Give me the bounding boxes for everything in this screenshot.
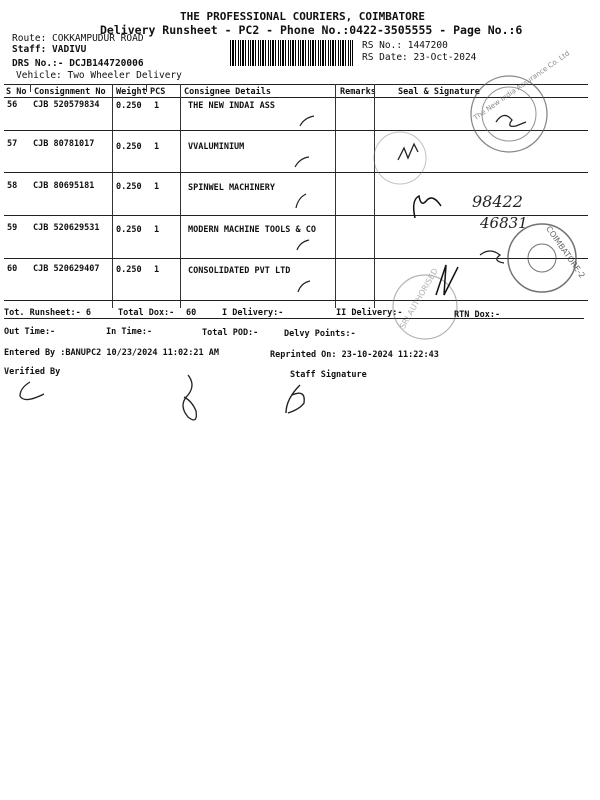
authorised-stamp [393,267,457,339]
company-title: THE PROFESSIONAL COURIERS, COIMBATORE [180,10,426,23]
row-weight: 0.250 [116,142,142,152]
col-pcs: PCS [150,87,166,97]
rs-date: RS Date: 23-Oct-2024 [362,52,477,63]
staff-signature-label: Staff Signature [290,370,367,380]
handwritten-number-1: 98422 [472,192,523,211]
verified-by: Verified By [4,367,61,377]
row-pcs: 1 [154,225,160,235]
total-dox-label: Total Dox:- [118,308,175,318]
row-consignment: CJB 520629407 [33,264,100,274]
total-pod: Total POD:- [202,328,259,338]
insurance-stamp [471,49,571,152]
route-label: Route: COKKAMPUDUR ROAD [12,33,144,44]
coimbatore-stamp [508,224,587,292]
tick-mark [297,240,309,250]
in-time: In Time:- [106,327,153,337]
vehicle-label: Vehicle: Two Wheeler Delivery [16,70,182,81]
row-weight: 0.250 [116,182,142,192]
faint-stamp [374,132,426,184]
row-sno: 59 [7,223,18,233]
signature-scribble [496,115,526,126]
col-seal: Seal & Signature [398,87,480,97]
tick-mark [295,157,309,167]
signature-8-scribble [183,375,196,420]
drs-number: DRS No.:- DCJB144720006 [12,58,144,69]
row-sno: 56 [7,100,18,110]
handwritten-number-2: 46831 [480,214,528,232]
row-consignee: CONSOLIDATED PVT LTD [188,266,291,276]
row-consignment: CJB 80695181 [33,181,95,191]
entered-by: Entered By :BANUPC2 10/23/2024 11:02:21 AM [4,348,219,358]
reprinted-on: Reprinted On: 23-10-2024 11:22:43 [270,350,439,360]
stamp-1-text: The New India Assurance Co. Ltd [472,49,572,122]
col-consignment: Consignment No [34,87,106,97]
ii-delivery: II Delivery:- [336,308,403,318]
row-pcs: 1 [154,182,160,192]
row-consignee: VVALUMINIUM [188,142,245,152]
col-remarks: Remarks [340,87,376,97]
row-weight: 0.250 [116,101,142,111]
i-delivery: I Delivery:- [222,308,284,318]
staff-label: Staff: VADIVU [12,44,87,55]
row-weight: 0.250 [116,265,142,275]
stamp-2-text: COIMBATORE-2 [544,224,587,280]
signature-scribble [480,251,504,263]
row-consignee: THE NEW INDAI ASS [188,101,275,111]
row-consignment: CJB 520629531 [33,223,100,233]
total-dox-value: 60 [186,308,197,318]
out-time: Out Time:- [4,327,56,337]
staff-signature-scribble [286,385,304,413]
signature-scribble [436,265,458,295]
row-consignee: SPINWEL MACHINERY [188,183,275,193]
row-pcs: 1 [154,101,160,111]
row-sno: 57 [7,139,18,149]
verified-signature [20,382,44,400]
signature-scribble [398,144,418,160]
stamp-3-text: SRI AUTHORISED [397,266,440,331]
row-pcs: 1 [154,265,160,275]
row-weight: 0.250 [116,225,142,235]
signature-scribble [414,196,441,218]
col-weight: Weight [116,87,147,97]
row-consignment: CJB 520579834 [33,100,100,110]
row-consignee: MODERN MACHINE TOOLS & CO [188,225,316,235]
runsheet-title: Delivery Runsheet - PC2 - Phone No.:0422-3505555 - Page No.:6 [100,23,523,37]
row-sno: 58 [7,181,18,191]
col-sno: S No [6,87,27,97]
tot-runsheet: Tot. Runsheet:- 6 [4,308,91,318]
rs-number: RS No.: 1447200 [362,40,448,51]
tick-mark [296,194,306,208]
row-pcs: 1 [154,142,160,152]
row-consignment: CJB 80781017 [33,139,95,149]
delvy-points: Delvy Points:- [284,329,356,339]
rtn-dox: RTN Dox:- [454,310,501,320]
row-sno: 60 [7,264,18,274]
col-consignee: Consignee Details [184,87,271,97]
tick-mark [298,281,310,292]
tick-mark [300,116,314,126]
